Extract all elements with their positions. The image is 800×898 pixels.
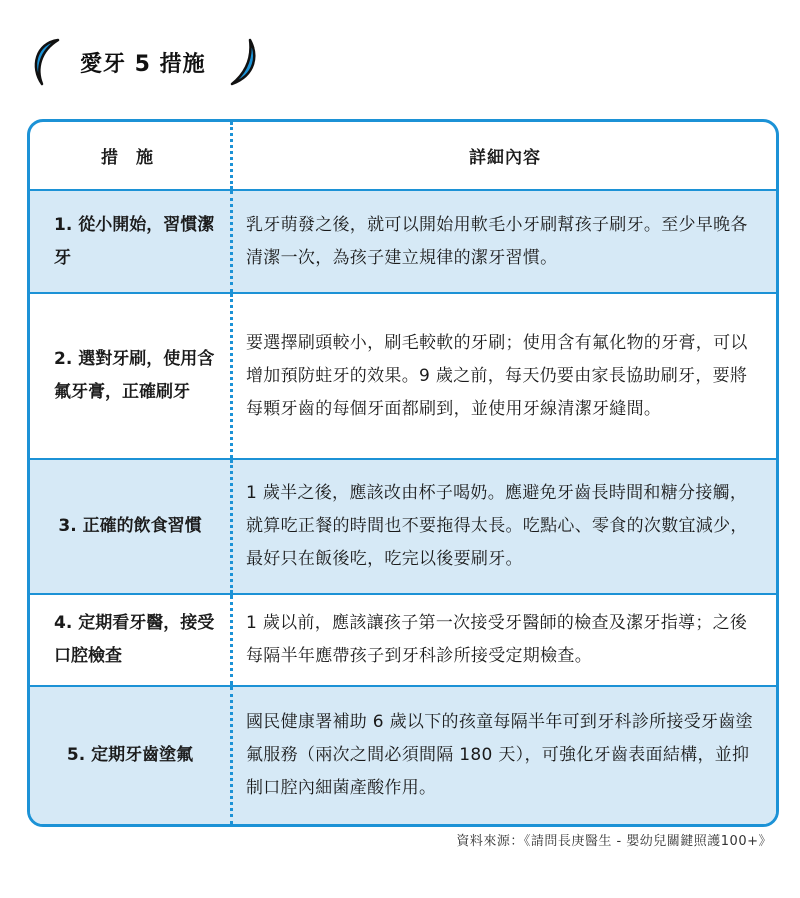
measure-label: 4. 定期看牙醫，接受口腔檢查 [54, 613, 215, 666]
table-header-row [30, 122, 776, 189]
header-details: 詳細內容 [469, 148, 541, 168]
title-banner [28, 36, 262, 88]
page-title: 愛牙 5 措施 [80, 51, 206, 77]
table-row [30, 458, 776, 593]
left-crescent-icon [28, 37, 70, 87]
column-divider [230, 460, 233, 593]
measure-label: 3. 正確的飲食習慣 [58, 516, 202, 536]
table-row [30, 292, 776, 458]
column-divider [230, 595, 233, 685]
column-divider [230, 191, 233, 292]
measure-label: 2. 選對牙刷，使用含氟牙膏，正確刷牙 [54, 349, 215, 402]
source-citation: 資料來源：《請問長庚醫生 - 嬰幼兒關鍵照護100+》 [456, 834, 772, 849]
column-divider [230, 122, 233, 189]
measure-details: 國民健康署補助 6 歲以下的孩童每隔半年可到牙科診所接受牙齒塗氟服務（兩次之間必須間隔 180 天），可強化牙齒表面結構，並抑制口腔內細菌產酸作用。 [246, 712, 753, 798]
column-divider [230, 687, 233, 824]
table-row [30, 685, 776, 824]
measure-details: 要選擇刷頭較小，刷毛較軟的牙刷；使用含有氟化物的牙膏，可以增加預防蛀牙的效果。9 歲之前，每天仍要由家長協助刷牙，要將每顆牙齒的每個牙面都刷到，並使用牙線清潔牙縫間。 [246, 332, 748, 419]
measure-details: 1 歲以前，應該讓孩子第一次接受牙醫師的檢查及潔牙指導；之後每隔半年應帶孩子到牙科診所接受定期檢查。 [246, 613, 748, 666]
measures-table [27, 119, 779, 827]
header-measure: 措 施 [101, 148, 159, 168]
right-crescent-icon [220, 37, 262, 87]
measure-label: 5. 定期牙齒塗氟 [66, 745, 194, 765]
measure-details: 乳牙萌發之後，就可以開始用軟毛小牙刷幫孩子刷牙。至少早晚各清潔一次，為孩子建立規律的潔牙習慣。 [246, 214, 748, 268]
column-divider [230, 294, 233, 458]
measure-details: 1 歲半之後，應該改由杯子喝奶。應避免牙齒長時間和糖分接觸，就算吃正餐的時間也不要拖得太長。吃點心、零食的次數宜減少，最好只在飯後吃，吃完以後要刷牙。 [246, 483, 748, 569]
table-row [30, 189, 776, 292]
measure-label: 1. 從小開始，習慣潔牙 [54, 214, 215, 268]
table-row [30, 593, 776, 685]
